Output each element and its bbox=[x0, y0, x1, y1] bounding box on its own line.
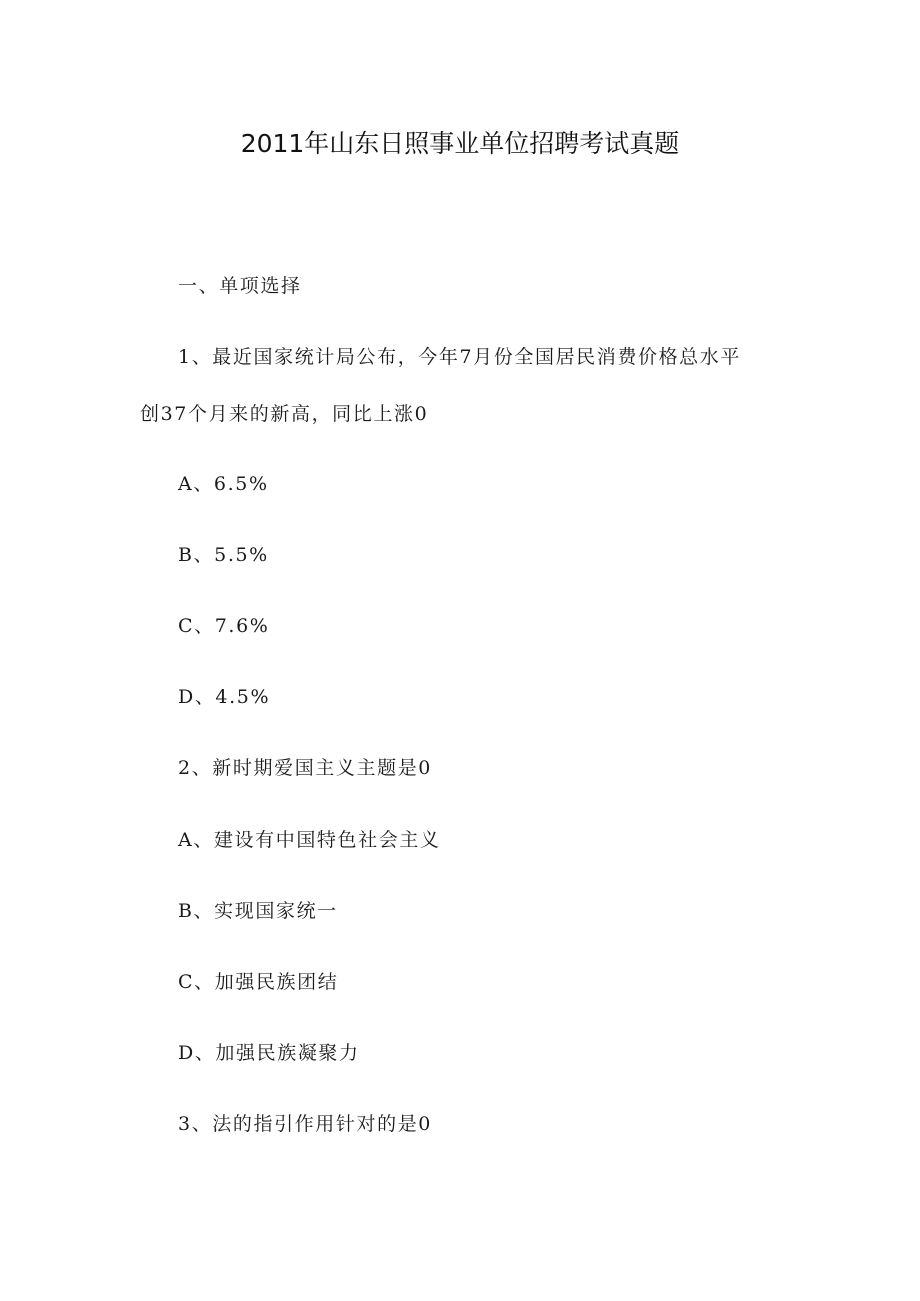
question-1-option-a: A、6.5% bbox=[178, 473, 269, 495]
question-2-option-b: B、实现国家统一 bbox=[178, 900, 338, 922]
question-1-line-1: 1、最近国家统计局公布，今年7月份全国居民消费价格总水平 bbox=[178, 346, 741, 368]
question-2-line-1: 2、新时期爱国主义主题是0 bbox=[178, 757, 432, 779]
section-heading: 一、单项选择 bbox=[178, 275, 302, 297]
question-2-option-d: D、加强民族凝聚力 bbox=[178, 1042, 360, 1064]
document-title: 2011年山东日照事业单位招聘考试真题 bbox=[240, 129, 680, 158]
question-1-option-c: C、7.6% bbox=[178, 615, 270, 637]
question-1-option-b: B、5.5% bbox=[178, 544, 269, 566]
question-3-line-1: 3、法的指引作用针对的是0 bbox=[178, 1113, 432, 1135]
question-2-option-c: C、加强民族团结 bbox=[178, 971, 339, 993]
question-1-line-2: 创37个月来的新高，同比上涨0 bbox=[140, 403, 429, 425]
question-1-option-d: D、4.5% bbox=[178, 686, 271, 708]
question-2-option-a: A、建设有中国特色社会主义 bbox=[178, 829, 441, 851]
